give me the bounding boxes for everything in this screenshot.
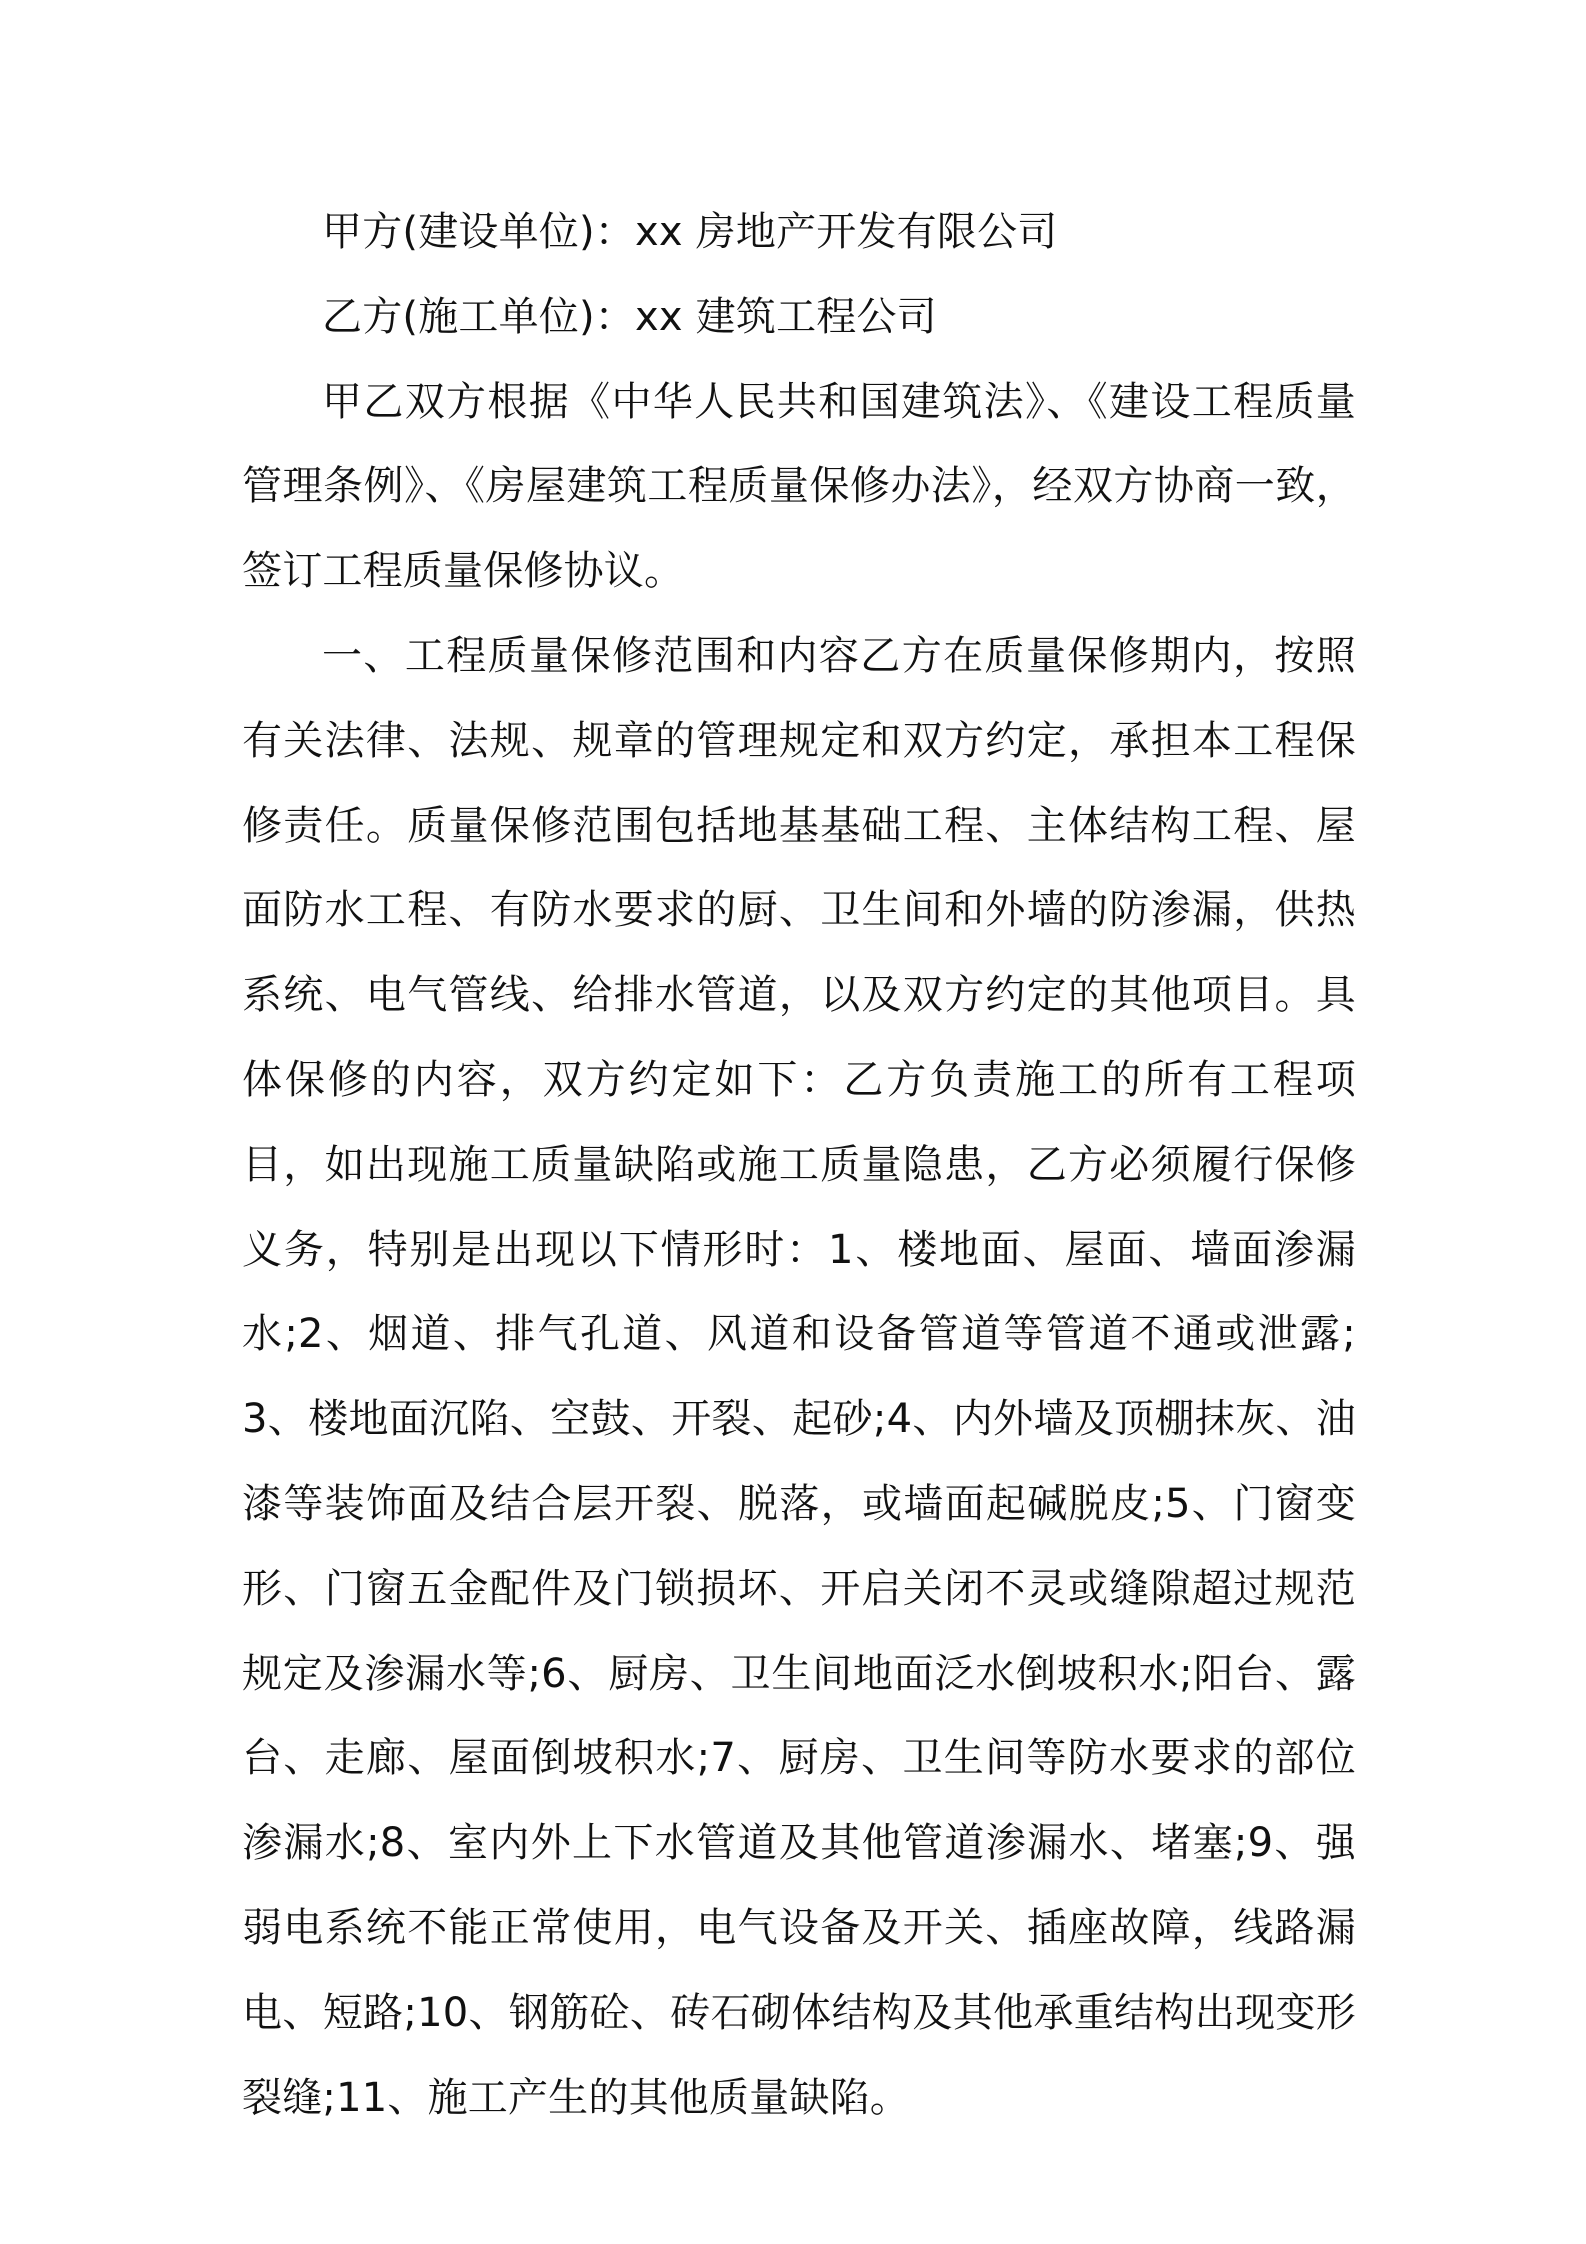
party-b-line: 乙方(施工单位)：xx 建筑工程公司: [322, 293, 937, 340]
party-a-line: 甲方(建设单位)：xx 房地产开发有限公司: [322, 209, 1058, 255]
intro-paragraph: 甲乙双方根据《中华人民共和国建筑法》、《建设工程质量管理条例》、《房屋建筑工程质量保修办法》，经双方协商一致，签订工程质量保修协议。: [242, 378, 1356, 595]
section-1-paragraph: 一、工程质量保修范围和内容乙方在质量保修期内，按照有关法律、法规、规章的管理规定和双方约定，承担本工程保修责任。质量保修范围包括地基基础工程、主体结构工程、屋面防水工程、有防水要求的厨、卫生间和外墙的防渗漏，供热系统、电气管线、给排水管道，以及双方约定的其他项目。具体保修的内容，双方约定如下：乙方负责施工的所有工程项目，如出现施工质量缺陷或施工质量隐患，乙方必须履行保修义务，特别是出现以下情形时：1、楼地面、屋面、墙面渗漏水;2、烟道、排气孔道、风道和设备管道等管道不通或泄露;3、楼地面沉陷、空鼓、开裂、起砂;4、内外墙及顶棚抹灰、油漆等装饰面及结合层开裂、脱落，或墙面起碱脱皮;5、门窗变形、门窗五金配件及门锁损坏、开启关闭不灵或缝隙超过规范规定及渗漏水等;6、厨房、卫生间地面泛水倒坡积水;阳台、露台、走廊、屋面倒坡积水;7、厨房、卫生间等防水要求的部位渗漏水;8、室内外上下水管道及其他管道渗漏水、堵塞;9、强弱电系统不能正常使用，电气设备及开关、插座故障，线路漏电、短路;10、钢筋砼、砖石砌体结构及其他承重结构出现变形裂缝;11、施工产生的其他质量缺陷。: [242, 632, 1356, 2121]
